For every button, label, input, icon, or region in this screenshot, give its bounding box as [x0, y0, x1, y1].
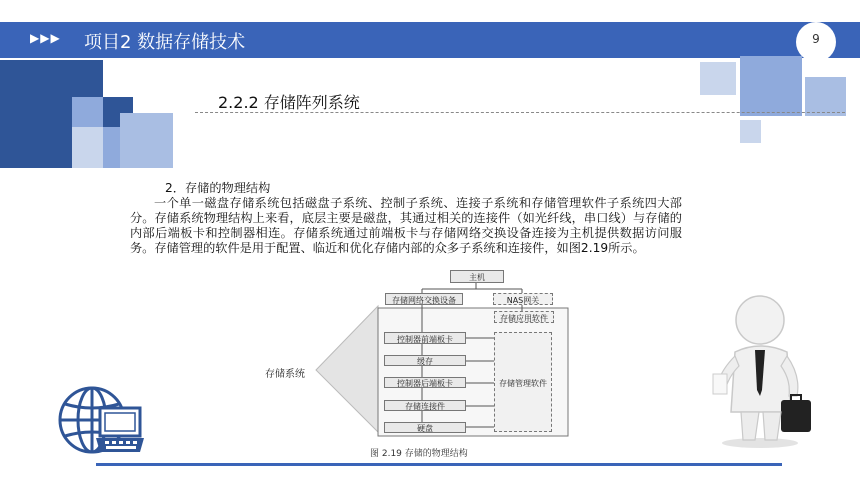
figure-caption: 图 2.19 存储的物理结构 — [370, 449, 468, 459]
storage-app-label: 存储应用软件 — [500, 314, 548, 323]
network-switch-label: 存储网络交换设备 — [392, 296, 456, 305]
content-heading: 2．存储的物理结构 — [165, 181, 271, 195]
header-arrows-icon: ▶▶▶ — [30, 31, 61, 45]
nas-gateway-label: NAS网关 — [506, 296, 540, 305]
connector-label: 存储连接件 — [405, 402, 445, 411]
storage-system-label: 存储系统 — [265, 369, 305, 380]
section-title: 2.2.2 存储阵列系统 — [218, 93, 360, 112]
front-end-card-label: 控制器前端板卡 — [397, 335, 453, 344]
disk-label: 硬盘 — [417, 424, 433, 433]
footer-rule — [96, 463, 782, 466]
host-label: 主机 — [469, 273, 485, 282]
mgmt-software-label: 存储管理软件 — [499, 379, 547, 388]
content-paragraph: 一个单一磁盘存储系统包括磁盘子系统、控制子系统、连接子系统和存储管理软件子系统四大部分。存储系统物理结构上来看，底层主要是磁盘，其通过相关的连接件（如光纤线，串口线）与存储的内部后端板卡和控制器相连。存储系统通过前端板卡与存储网络交换设备连接为主机提供数据访问服务。存储管理的软件是用于配置、临近和优化存储内部的众多子系统和连接件，如图2.19所示。 — [130, 196, 682, 255]
header-title: 项目2 数据存储技术 — [84, 32, 246, 53]
page-number: 9 — [812, 32, 820, 46]
cache-label: 缓存 — [417, 357, 433, 366]
globe-laptop-icon — [56, 384, 146, 464]
back-end-card-label: 控制器后端板卡 — [397, 379, 453, 388]
businessman-figure — [705, 290, 825, 450]
